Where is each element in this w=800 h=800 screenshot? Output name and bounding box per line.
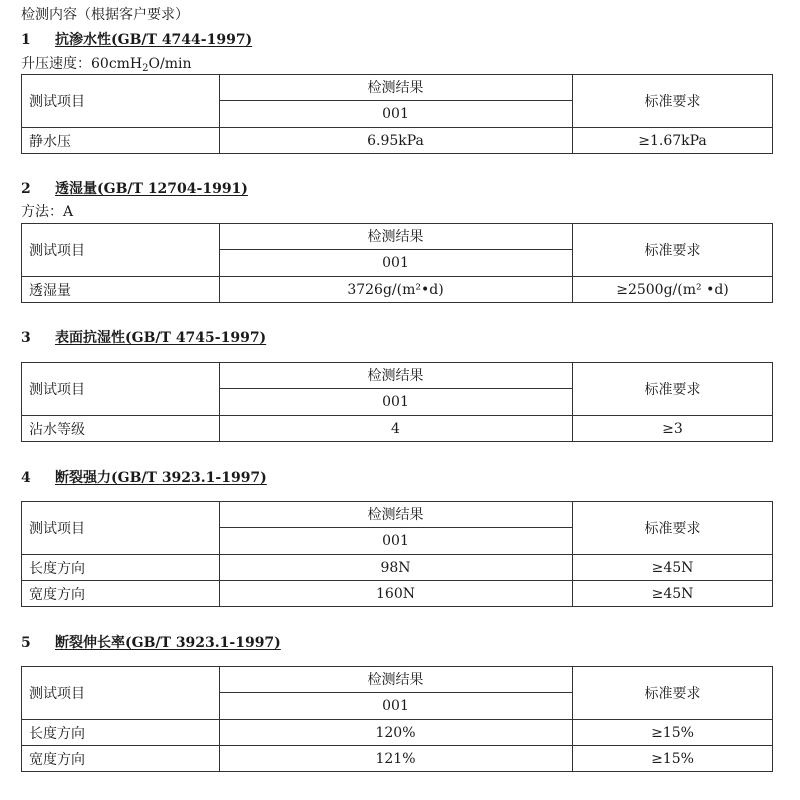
section-number: 1 (21, 32, 31, 48)
row-item: 宽度方向 (29, 587, 85, 603)
section-title: 断裂伸长率(GB/T 3923.1-1997) (55, 635, 281, 651)
report-heading: 检测内容（根据客户要求） (21, 7, 189, 23)
header-result: 检测结果 (367, 672, 424, 688)
row-result: 4 (391, 421, 400, 437)
header-standard: 标准要求 (644, 381, 701, 398)
section-title: 表面抗湿性(GB/T 4745-1997) (55, 330, 267, 346)
header-sample: 001 (382, 698, 409, 714)
header-standard: 标准要求 (644, 685, 701, 702)
section-number: 2 (21, 181, 31, 197)
header-item: 测试项目 (29, 685, 85, 702)
section-number: 4 (21, 470, 31, 486)
header-standard: 标准要求 (644, 520, 701, 537)
row-standard: ≥3 (662, 421, 683, 437)
section-number: 3 (21, 330, 31, 346)
section-title: 断裂强力(GB/T 3923.1-1997) (55, 470, 267, 486)
row-item: 沾水等级 (29, 422, 85, 438)
row-result: 121% (375, 751, 416, 767)
row-result: 3726g/(m²•d) (347, 282, 444, 298)
row-standard: ≥45N (651, 586, 694, 602)
row-result: 120% (375, 724, 416, 741)
header-result: 检测结果 (367, 368, 424, 384)
section-number: 5 (21, 635, 31, 651)
header-result: 检测结果 (367, 229, 424, 245)
row-standard: ≥2500g/(m² •d) (616, 282, 729, 298)
header-result: 检测结果 (367, 80, 424, 96)
row-item: 长度方向 (29, 560, 85, 577)
header-standard: 标准要求 (644, 242, 701, 259)
note-subscript: 2 (142, 63, 149, 74)
row-result: 160N (376, 586, 415, 602)
results-table (21, 74, 773, 154)
header-sample: 001 (382, 533, 409, 549)
results-table (21, 362, 773, 442)
header-sample: 001 (382, 106, 409, 122)
row-standard: ≥1.67kPa (638, 133, 707, 149)
row-standard: ≥15% (651, 751, 694, 767)
header-sample: 001 (382, 255, 409, 271)
header-sample: 001 (382, 394, 409, 410)
row-item: 宽度方向 (29, 752, 85, 768)
row-item: 长度方向 (29, 725, 85, 742)
header-item: 测试项目 (29, 381, 85, 398)
header-result: 检测结果 (367, 507, 424, 523)
row-item: 静水压 (29, 134, 71, 150)
row-result: 6.95kPa (367, 133, 424, 149)
note-prefix: 升压速度：60cmH (21, 56, 143, 72)
row-result: 98N (380, 559, 411, 576)
row-standard: ≥45N (651, 559, 694, 576)
header-item: 测试项目 (29, 242, 85, 259)
section-note: 方法：A (21, 204, 74, 220)
results-table (21, 223, 773, 303)
results-table (21, 666, 773, 772)
row-standard: ≥15% (651, 724, 694, 741)
note-suffix: O/min (148, 56, 192, 72)
header-item: 测试项目 (29, 93, 85, 110)
row-item: 透湿量 (29, 283, 71, 299)
section-title: 透湿量(GB/T 12704-1991) (55, 181, 248, 197)
header-standard: 标准要求 (644, 93, 701, 110)
section-title: 抗渗水性(GB/T 4744-1997) (55, 32, 253, 48)
results-table (21, 501, 773, 607)
header-item: 测试项目 (29, 520, 85, 537)
